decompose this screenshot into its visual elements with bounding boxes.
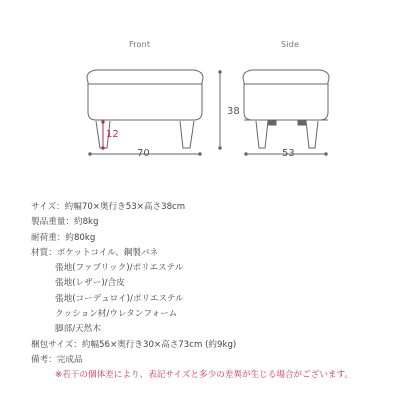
spec-material-line: 張地(レザー)/合皮 — [55, 278, 125, 289]
spec-material: 材質：ポケットコイル、鋼製バネ — [31, 247, 159, 258]
height-dimension — [219, 71, 221, 149]
spec-size: サイズ：約幅70×奥行き53×高さ38cm — [31, 202, 186, 212]
leg-height-label: 12 — [106, 129, 119, 140]
side-left-leg — [256, 121, 268, 148]
spec-list — [31, 200, 391, 384]
front-right-leg — [180, 121, 194, 148]
depth-dimension-label: 53 — [282, 148, 295, 159]
side-left-bracket — [268, 121, 276, 125]
front-view-drawing — [87, 70, 203, 155]
spec-load: 耐荷重：約80kg — [31, 232, 96, 243]
front-view-label: Front — [129, 40, 151, 49]
width-dimension-label: 70 — [137, 148, 150, 159]
spec-material-line: 張地(ファブリック)/ポリエステル — [55, 263, 184, 274]
spec-material-line: クッション材/ウレタンフォーム — [55, 309, 178, 320]
height-dimension-label: 38 — [227, 106, 240, 117]
side-view-label: Side — [281, 40, 300, 49]
spec-material-line: 脚部/天然木 — [55, 324, 101, 335]
spec-remarks: 備考：完成品 — [31, 354, 83, 365]
front-cushion-outline — [87, 70, 203, 120]
side-right-bracket — [298, 121, 306, 125]
spec-material-line: 張地(コーデュロイ)/ポリエステル — [55, 293, 184, 304]
spec-weight: 製品重量：約8kg — [31, 217, 99, 228]
side-right-leg — [306, 121, 318, 148]
spec-package: 梱包サイズ：約幅56×奥行き30×高さ73cm (約9kg) — [31, 339, 237, 350]
ottoman-dimension-drawing — [0, 0, 400, 180]
spec-note: ※若干の個体差により、表記サイズと多少の差異が生じる場合がございます。 — [55, 370, 354, 381]
side-view-drawing — [243, 70, 329, 155]
leg-height-dimension — [102, 121, 104, 149]
side-cushion-outline — [243, 70, 329, 120]
